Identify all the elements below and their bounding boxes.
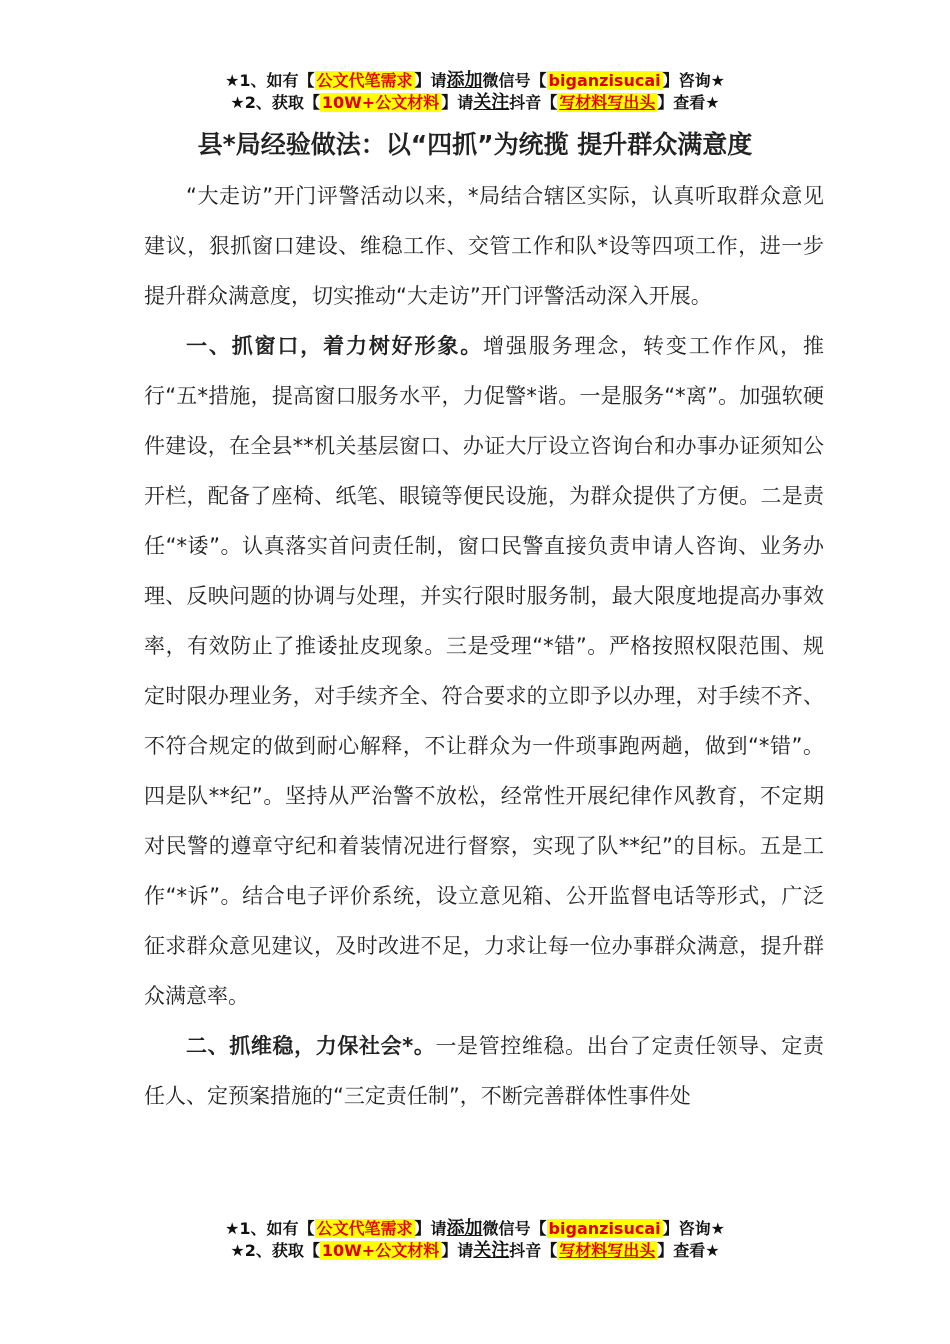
highlight-douyin-account[interactable]: 写材料写出头 [559,1241,656,1260]
promo-line-1: ★1、如有【 公文代笔需求 】请添加微信号【 biganzisucai 】咨询★ [225,1218,725,1239]
highlight-wechat-id[interactable]: biganzisucai [548,1219,661,1238]
emphasis-add: 添加 [446,70,483,91]
emphasis-follow: 关注 [473,92,510,113]
document-title: 县*局经验做法：以“四抓”为统揽 提升群众满意度 [197,130,753,159]
section-heading-2: 二、抓维稳，力保社会*。 [186,1034,436,1058]
paragraph-section-2: 二、抓维稳，力保社会*。一是管控维稳。出台了定责任领导、定责任人、定预案措施的“三定责任制”，不断完善群体性事件处 [144,1034,824,1108]
section-heading-1: 一、抓窗口，着力树好形象。 [186,334,484,358]
promo-line-1: ★1、如有【 公文代笔需求 】请添加微信号【 biganzisucai 】咨询★ [225,70,725,91]
highlight-service: 公文代笔需求 [316,1219,413,1238]
highlight-service: 公文代笔需求 [316,71,413,90]
top-promo-banner [0,70,950,114]
highlight-materials: 10W+公文材料 [321,93,440,112]
document-body [144,171,824,1121]
emphasis-add: 添加 [446,1218,483,1239]
promo-line-2: ★2、获取【 10W+公文材料 】请关注抖音【 写材料写出头 】查看★ [230,92,720,113]
paragraph-intro: “大走访”开门评警活动以来，*局结合辖区实际，认真听取群众意见建议，狠抓窗口建设、维稳工作、交管工作和队*设等四项工作，进一步提升群众满意度，切实推动“大走访”开门评警活动深入开展。 [144,184,824,308]
promo-line-2: ★2、获取【 10W+公文材料 】请关注抖音【 写材料写出头 】查看★ [230,1240,720,1261]
paragraph-section-1: 一、抓窗口，着力树好形象。增强服务理念，转变工作作风，推行“五*措施，提高窗口服务水平，力促警*谐。一是服务“*离”。加强软硬件建设，在全县**机关基层窗口、办证大厅设立咨询台和办事办证须知公开栏，配备了座椅、纸笔、眼镜等便民设施，为群众提供了方便。二是责任“*诿”。认真落实首问责任制，窗口民警直接负责申请人咨询、业务办理、反映问题的协调与处理，并实行限时服务制，最大限度地提高办事效率，有效防止了推诿扯皮现象。三是受理“*错”。严格按照权限范围、规定时限办理业务，对手续齐全、符合要求的立即予以办理，对手续不齐、不符合规定的做到耐心解释，不让群众为一件琐事跑两趟，做到“*错”。四是队**纪”。坚持从严治警不放松，经常性开展纪律作风教育，不定期对民警的遵章守纪和着装情况进行督察，实现了队**纪”的目标。五是工作“*诉”。结合电子评价系统，设立意见箱、公开监督电话等形式，广泛征求群众意见建议，及时改进不足，力求让每一位办事群众满意，提升群众满意率。 [144,334,825,1008]
emphasis-follow: 关注 [473,1240,510,1261]
highlight-wechat-id[interactable]: biganzisucai [548,71,661,90]
highlight-materials: 10W+公文材料 [321,1241,440,1260]
highlight-douyin-account[interactable]: 写材料写出头 [559,93,656,112]
bottom-promo-banner [0,1218,950,1262]
